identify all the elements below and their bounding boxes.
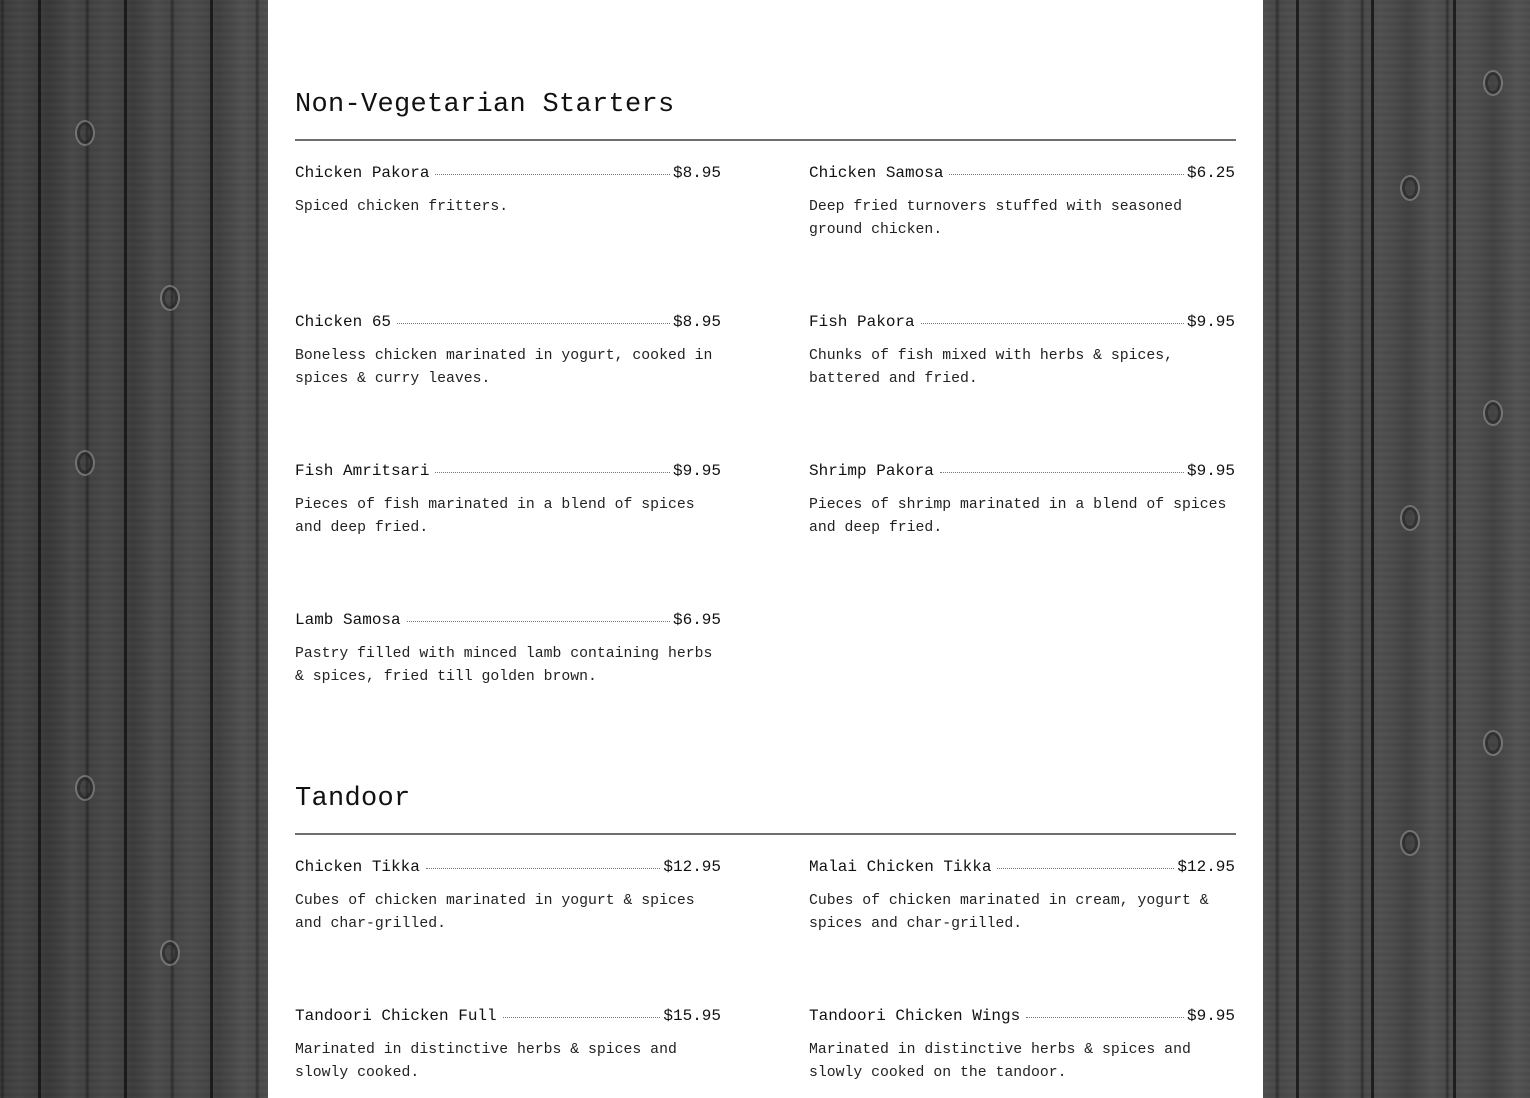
- item-price: $9.95: [1186, 1007, 1235, 1025]
- item-price: $9.95: [1186, 313, 1235, 331]
- dot-leader: [503, 1003, 661, 1018]
- item-name: Tandoori Chicken Full: [295, 1007, 497, 1025]
- menu-item: [809, 460, 1235, 540]
- dot-leader: [921, 309, 1184, 324]
- dot-leader: [1026, 1003, 1184, 1018]
- item-price: $6.95: [672, 611, 721, 629]
- menu-item: [295, 856, 721, 936]
- wood-background-left: [0, 0, 268, 1098]
- menu-item: [809, 856, 1235, 936]
- section-divider: [295, 833, 1236, 835]
- menu-item: [295, 460, 721, 540]
- item-name: Chicken Pakora: [295, 164, 430, 182]
- section-title-non-veg-starters: Non-Vegetarian Starters: [295, 90, 675, 120]
- item-description: Marinated in distinctive herbs & spices and slowly cooked on the tandoor.: [809, 1042, 1191, 1081]
- dot-leader: [426, 854, 661, 869]
- item-price: $12.95: [663, 858, 721, 876]
- dot-leader: [435, 160, 670, 175]
- dot-leader: [397, 309, 670, 324]
- menu-item: [809, 311, 1235, 391]
- item-name: Shrimp Pakora: [809, 462, 934, 480]
- item-description: Boneless chicken marinated in yogurt, cooked in spices & curry leaves.: [295, 348, 713, 387]
- item-name: Malai Chicken Tikka: [809, 858, 992, 876]
- menu-item: [295, 311, 721, 391]
- dot-leader: [949, 160, 1184, 175]
- item-name: Fish Amritsari: [295, 462, 430, 480]
- wood-background-right: [1263, 0, 1530, 1098]
- dot-leader: [435, 458, 670, 473]
- item-name: Fish Pakora: [809, 313, 915, 331]
- dot-leader: [407, 607, 670, 622]
- item-price: $9.95: [1186, 462, 1235, 480]
- menu-item: [809, 162, 1235, 242]
- item-description: Spiced chicken fritters.: [295, 199, 509, 215]
- item-description: Deep fried turnovers stuffed with seasoned ground chicken.: [809, 199, 1182, 238]
- menu-item: [295, 162, 721, 219]
- item-price: $6.25: [1186, 164, 1235, 182]
- item-description: Pieces of fish marinated in a blend of spices and deep fried.: [295, 497, 695, 536]
- menu-item: [295, 609, 721, 689]
- dot-leader: [997, 854, 1174, 869]
- item-name: Lamb Samosa: [295, 611, 401, 629]
- item-description: Chunks of fish mixed with herbs & spices, battered and fried.: [809, 348, 1174, 387]
- item-name: Chicken Samosa: [809, 164, 944, 182]
- menu-page: [268, 0, 1263, 1098]
- section-divider: [295, 139, 1236, 141]
- item-price: $8.95: [672, 164, 721, 182]
- dot-leader: [940, 458, 1184, 473]
- item-name: Chicken Tikka: [295, 858, 420, 876]
- item-description: Marinated in distinctive herbs & spices and slowly cooked.: [295, 1042, 677, 1081]
- item-description: Cubes of chicken marinated in yogurt & spices and char-grilled.: [295, 893, 695, 932]
- item-description: Cubes of chicken marinated in cream, yogurt & spices and char-grilled.: [809, 893, 1209, 932]
- item-name: Tandoori Chicken Wings: [809, 1007, 1021, 1025]
- section-title-tandoor: Tandoor: [295, 784, 411, 814]
- item-price: $8.95: [672, 313, 721, 331]
- item-price: $12.95: [1177, 858, 1235, 876]
- item-price: $9.95: [672, 462, 721, 480]
- menu-item: [809, 1005, 1235, 1085]
- item-description: Pieces of shrimp marinated in a blend of spices and deep fried.: [809, 497, 1227, 536]
- item-name: Chicken 65: [295, 313, 392, 331]
- item-description: Pastry filled with minced lamb containing herbs & spices, fried till golden brown.: [295, 646, 713, 685]
- item-price: $15.95: [663, 1007, 721, 1025]
- menu-item: [295, 1005, 721, 1085]
